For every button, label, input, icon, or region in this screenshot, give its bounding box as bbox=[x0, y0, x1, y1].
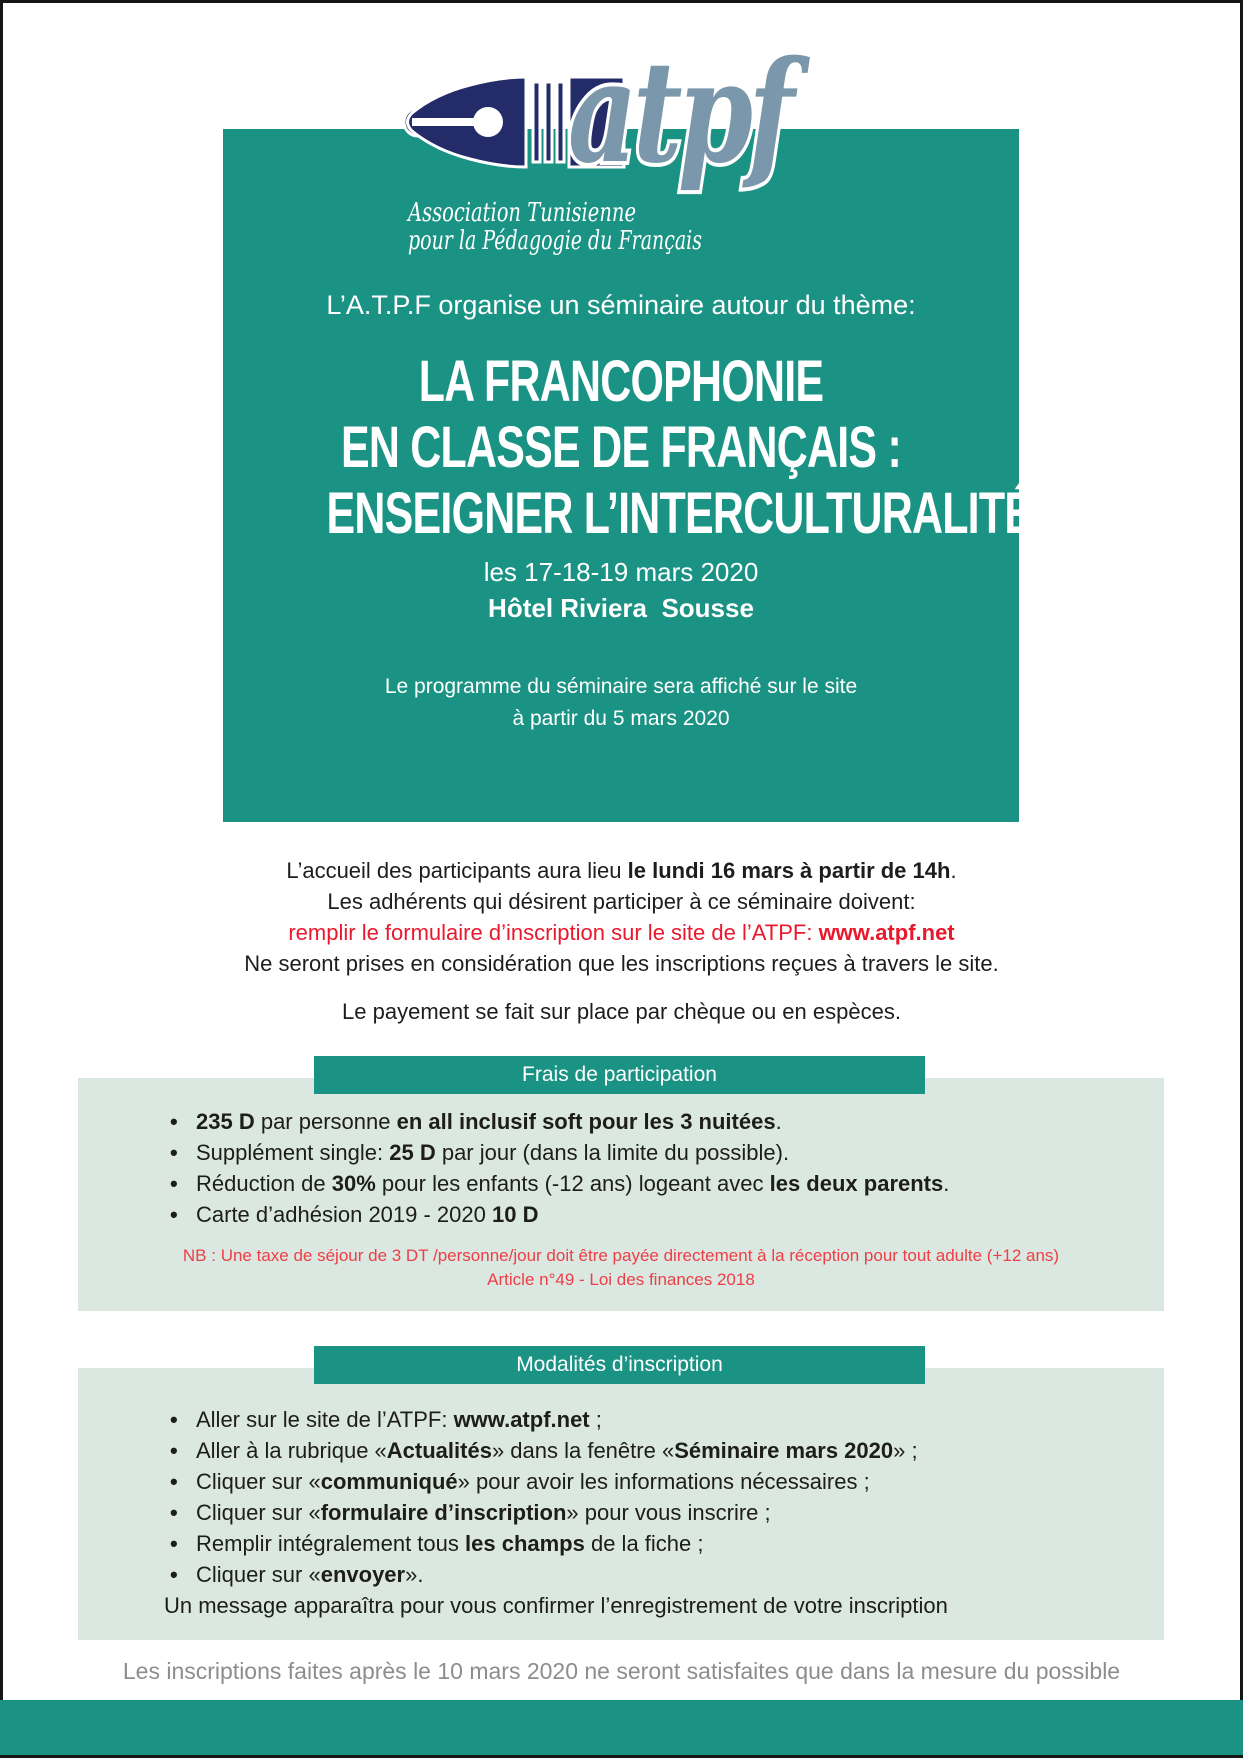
fees-item-text bbox=[196, 1109, 782, 1134]
text-segment: envoyer bbox=[320, 1562, 406, 1587]
text-segment: Cliquer sur « bbox=[196, 1562, 321, 1587]
fees-item bbox=[170, 1168, 1144, 1199]
title-line-2: EN CLASSE DE FRANÇAIS : bbox=[340, 415, 902, 480]
welcome-line-3 bbox=[0, 917, 1243, 948]
logo-tagline-line1: Association Tunisienne bbox=[406, 198, 636, 228]
tax-note-line-2: Article n°49 - Loi des finances 2018 bbox=[487, 1270, 755, 1289]
text-segment: Cliquer sur « bbox=[196, 1500, 321, 1525]
text-segment: Réduction de bbox=[196, 1171, 332, 1196]
text-segment: Aller sur le site de l’ATPF: bbox=[196, 1407, 454, 1432]
bullet-dot: • bbox=[170, 1562, 178, 1587]
registration-step bbox=[170, 1528, 1144, 1559]
fees-item bbox=[170, 1199, 1144, 1230]
text-segment: 235 D bbox=[196, 1109, 255, 1134]
title-line-1: LA FRANCOPHONIE bbox=[418, 349, 824, 414]
text-segment: communiqué bbox=[320, 1469, 458, 1494]
bullet-dot: • bbox=[170, 1202, 178, 1227]
text-segment: » pour avoir les informations nécessaires ; bbox=[457, 1469, 870, 1494]
text-segment: Supplément single: bbox=[196, 1140, 390, 1165]
registration-step-text bbox=[196, 1469, 870, 1494]
seminar-dates: les 17-18-19 mars 2020 bbox=[483, 557, 759, 587]
logo-tagline-line2: pour la Pédagogie du Français bbox=[408, 226, 702, 256]
registration-step bbox=[170, 1435, 1144, 1466]
fees-section-body bbox=[78, 1078, 1164, 1311]
text-segment: les champs bbox=[465, 1531, 585, 1556]
registration-step bbox=[170, 1466, 1144, 1497]
text-segment: par personne bbox=[254, 1109, 397, 1134]
registration-step-text bbox=[196, 1531, 704, 1556]
text-segment: L’accueil des participants aura lieu bbox=[286, 858, 628, 883]
welcome-paragraph bbox=[0, 855, 1243, 979]
fees-list bbox=[78, 1078, 1164, 1230]
title-line-3: ENSEIGNER L’INTERCULTURALITÉ bbox=[326, 481, 1033, 546]
text-segment: ; bbox=[589, 1407, 602, 1432]
text-segment: Séminaire mars 2020 bbox=[674, 1438, 894, 1463]
bullet-dot: • bbox=[170, 1469, 178, 1494]
registration-step-text bbox=[196, 1438, 918, 1463]
text-segment: www.atpf.net bbox=[818, 920, 955, 945]
bullet-dot: • bbox=[170, 1140, 178, 1165]
text-segment: Cliquer sur « bbox=[196, 1469, 321, 1494]
text-segment: Carte d’adhésion 2019 - 2020 bbox=[196, 1202, 492, 1227]
tax-note-line-1: NB : Une taxe de séjour de 3 DT /personne/jour doit être payée directement à la réception pour tout adulte (+12 ans) bbox=[182, 1246, 1060, 1265]
text-segment: Actualités bbox=[386, 1438, 492, 1463]
fees-item-text bbox=[196, 1171, 949, 1196]
fees-item bbox=[170, 1106, 1144, 1137]
text-segment: formulaire d’inscription bbox=[320, 1500, 567, 1525]
text-segment: de la fiche ; bbox=[584, 1531, 704, 1556]
registration-step-text bbox=[196, 1562, 423, 1587]
text-segment: » ; bbox=[893, 1438, 918, 1463]
bullet-dot: • bbox=[170, 1531, 178, 1556]
bullet-dot: • bbox=[170, 1171, 178, 1196]
bottom-accent-strip bbox=[0, 1700, 1243, 1755]
seminar-intro-line: L’A.T.P.F organise un séminaire autour du thème: bbox=[326, 290, 916, 320]
deadline-note: Les inscriptions faites après le 10 mars 2020 ne seront satisfaites que dans la mesure du possible bbox=[122, 1658, 1121, 1684]
text-segment: pour les enfants (-12 ans) logeant avec bbox=[375, 1171, 770, 1196]
welcome-line-2: Les adhérents qui désirent participer à ce séminaire doivent: bbox=[327, 889, 916, 914]
text-segment: par jour (dans la limite du possible). bbox=[435, 1140, 790, 1165]
text-segment: . bbox=[943, 1171, 950, 1196]
seminar-title bbox=[326, 349, 1033, 547]
text-segment: ». bbox=[405, 1562, 424, 1587]
fees-section-header: Frais de participation bbox=[314, 1056, 925, 1094]
program-note-line-1: Le programme du séminaire sera affiché sur le site bbox=[384, 675, 858, 698]
payment-line: Le payement se fait sur place par chèque ou en espèces. bbox=[342, 999, 901, 1024]
registration-step bbox=[170, 1404, 1144, 1435]
text-segment: » pour vous inscrire ; bbox=[566, 1500, 771, 1525]
seminar-venue: Hôtel Riviera Sousse bbox=[488, 593, 754, 623]
text-segment: les deux parents bbox=[769, 1171, 944, 1196]
tax-note bbox=[78, 1244, 1164, 1292]
registration-section-body bbox=[78, 1368, 1164, 1640]
bullet-dot: • bbox=[170, 1438, 178, 1463]
text-segment: 30% bbox=[331, 1171, 376, 1196]
text-segment: en all inclusif soft pour les 3 nuitées bbox=[396, 1109, 776, 1134]
text-segment: 25 D bbox=[389, 1140, 436, 1165]
text-segment: . bbox=[775, 1109, 782, 1134]
registration-step-text bbox=[196, 1500, 771, 1525]
welcome-line-1 bbox=[0, 855, 1243, 886]
text-segment: remplir le formulaire d’inscription sur le site de l’ATPF: bbox=[288, 920, 819, 945]
fees-item-text bbox=[196, 1140, 789, 1165]
registration-section-header: Modalités d’inscription bbox=[314, 1346, 925, 1384]
bullet-dot: • bbox=[170, 1109, 178, 1134]
bullet-dot: • bbox=[170, 1500, 178, 1525]
text-segment: . bbox=[950, 858, 957, 883]
program-note-line-2: à partir du 5 mars 2020 bbox=[512, 707, 730, 730]
bullet-dot: • bbox=[170, 1407, 178, 1432]
text-segment: 10 D bbox=[492, 1202, 539, 1227]
registration-step bbox=[170, 1497, 1144, 1528]
confirmation-note: Un message apparaîtra pour vous confirmer l’enregistrement de votre inscription bbox=[164, 1593, 948, 1618]
registration-step-text bbox=[196, 1407, 602, 1432]
text-segment: » dans la fenêtre « bbox=[491, 1438, 675, 1463]
fees-item bbox=[170, 1137, 1144, 1168]
atpf-logo bbox=[340, 25, 811, 275]
welcome-line-4: Ne seront prises en considération que les inscriptions reçues à travers le site. bbox=[244, 951, 999, 976]
fees-item-text bbox=[196, 1202, 538, 1227]
text-segment: Remplir intégralement tous bbox=[196, 1531, 466, 1556]
text-segment: le lundi 16 mars à partir de 14h bbox=[627, 858, 951, 883]
registration-list bbox=[78, 1368, 1164, 1590]
program-note bbox=[223, 671, 1019, 735]
text-segment: Aller à la rubrique « bbox=[196, 1438, 387, 1463]
text-segment: www.atpf.net bbox=[453, 1407, 590, 1432]
registration-step bbox=[170, 1559, 1144, 1590]
logo-acronym: atpf bbox=[568, 31, 811, 195]
